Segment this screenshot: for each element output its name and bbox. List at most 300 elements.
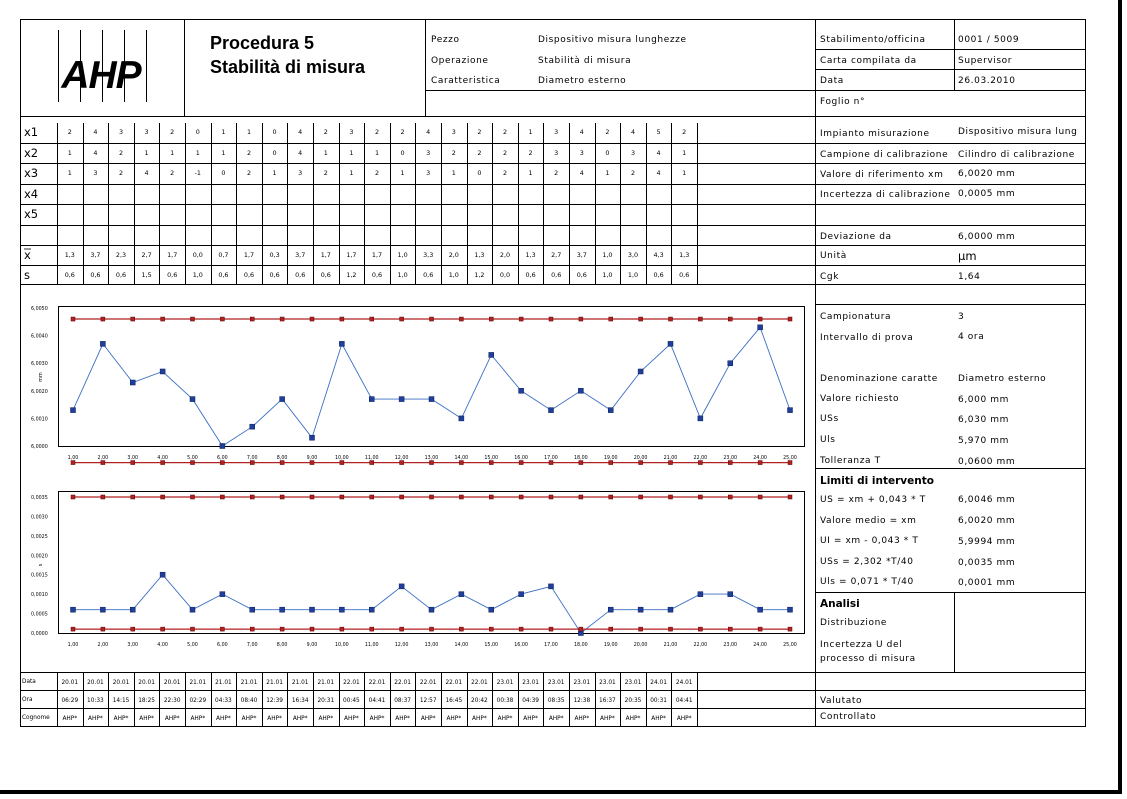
s-chart-y-tick-label: 0,0015 <box>31 573 48 579</box>
s-chart-limit-marker <box>340 627 344 631</box>
cell-xbar: 0,3 <box>269 251 280 259</box>
cell-x3: 2 <box>630 169 636 177</box>
cell-time: 12:38 <box>573 698 591 704</box>
cell-time: 04:41 <box>368 698 386 704</box>
cell-x1: 2 <box>605 128 610 136</box>
s-chart-limit-marker <box>549 495 553 499</box>
cell-x2: 0 <box>605 149 610 157</box>
incertezza-u-label2: processo di misura <box>820 654 916 664</box>
xbar-chart-data-point <box>71 408 76 413</box>
cell-xbar: 1,3 <box>525 251 536 259</box>
xbar-chart-limit-marker <box>310 317 314 321</box>
xbar-chart-x-tick-label: 16,00 <box>514 456 528 461</box>
cell-time: 00:45 <box>343 698 360 704</box>
s-chart-limit-marker <box>639 627 643 631</box>
s-chart-y-tick-label: 0,0005 <box>31 612 48 618</box>
cell-x1: 2 <box>502 128 508 136</box>
cell-x3: 4 <box>144 169 149 177</box>
xbar-chart-data-point <box>608 408 613 413</box>
cell-x2: 4 <box>298 149 303 157</box>
xbar-chart-data-point <box>130 380 135 385</box>
cell-xbar: 3,3 <box>423 251 434 259</box>
cell-x1: 2 <box>682 128 687 136</box>
s-chart-limit-marker <box>579 495 583 499</box>
cell-name: AHP* <box>190 716 206 722</box>
s-chart-x-tick-label: 13,00 <box>424 643 439 648</box>
cell-x3: 4 <box>579 169 584 177</box>
cell-name: AHP* <box>139 716 154 722</box>
xbar-chart-data-point <box>310 435 315 440</box>
cell-x2: 1 <box>682 149 687 157</box>
xbar-chart-limit-marker <box>489 461 493 465</box>
cell-date: 23.01 <box>573 680 591 686</box>
ahp-logo <box>60 54 142 97</box>
s-chart-x-tick-label: 22,00 <box>693 643 708 648</box>
s-chart-x-tick-label: 24,00 <box>753 643 767 648</box>
xbar-chart-limit-marker <box>758 317 762 321</box>
cell-x2: 4 <box>93 149 98 157</box>
cell-s: 1,0 <box>448 271 459 279</box>
cell-date: 21.01 <box>215 680 232 686</box>
xbar-chart-data-point <box>459 416 464 421</box>
cell-time: 22:30 <box>163 698 181 704</box>
stabilimento-value: 0001 / 5009 <box>958 35 1020 45</box>
carta-value: Supervisor <box>958 56 1013 66</box>
cgk-label: Cgk <box>820 272 840 282</box>
cell-time: 06:29 <box>61 698 79 704</box>
uss2-label: USs = 2,302 *T/40 <box>820 557 914 567</box>
cell-name: AHP* <box>472 716 487 722</box>
s-chart-limit-marker <box>669 495 673 499</box>
xbar-chart-limit-marker <box>340 317 344 321</box>
s-chart-limit-marker <box>728 627 732 631</box>
xbar-chart-limit-marker <box>609 461 613 465</box>
cell-s: 0,6 <box>320 271 331 279</box>
deviazione-label: Deviazione da <box>820 232 892 242</box>
xbar-chart-data-point <box>280 397 285 402</box>
xbar-chart-data-point <box>429 397 434 402</box>
s-chart-limit-marker <box>698 495 702 499</box>
cell-x2: 2 <box>528 149 533 157</box>
xbar-chart-limit-marker <box>519 317 523 321</box>
s-chart-limit-marker <box>609 627 613 631</box>
cell-date: 22.01 <box>394 680 411 686</box>
cell-x1: 2 <box>400 128 405 136</box>
cell-name: AHP* <box>497 716 513 722</box>
s-chart-limit-marker <box>758 627 762 631</box>
cell-s: 1,0 <box>192 271 203 279</box>
cell-s: 1,5 <box>141 271 152 279</box>
denominazione-value: Diametro esterno <box>958 374 1047 384</box>
cell-name: AHP* <box>292 716 308 722</box>
cell-xbar: 1,7 <box>371 251 383 259</box>
valore-medio-value: 6,0020 mm <box>958 516 1016 526</box>
cell-x3: 1 <box>67 169 72 177</box>
limiti-title: Limiti di intervento <box>820 475 934 487</box>
uls-label: Uls <box>820 435 836 445</box>
xbar-chart-data-point <box>519 388 524 393</box>
cell-time: 12:39 <box>266 698 283 704</box>
cell-name: AHP* <box>420 716 436 722</box>
s-chart-x-tick-label: 17,00 <box>544 643 558 648</box>
operazione-label: Operazione <box>431 56 489 66</box>
cell-s: 0,6 <box>423 271 434 279</box>
s-chart-data-point <box>519 592 524 597</box>
s-chart-limit-marker <box>131 627 135 631</box>
uss-label: USs <box>820 414 839 424</box>
cell-x2: 3 <box>554 149 559 157</box>
uls2-value: 0,0001 mm <box>958 578 1016 588</box>
s-chart-limit-marker <box>519 495 523 499</box>
xbar-chart-limit-marker <box>489 317 493 321</box>
xbar-chart-limit-marker <box>698 461 702 465</box>
xbar-chart-limit-marker <box>250 461 254 465</box>
cell-x3: 3 <box>298 169 303 177</box>
xbar-chart-limit-marker <box>250 317 254 321</box>
cell-name: AHP* <box>523 716 538 722</box>
cell-name: AHP* <box>241 716 257 722</box>
xbar-chart-x-tick-label: 15,00 <box>484 456 499 461</box>
s-chart-data-point <box>758 607 763 612</box>
cell-time: 00:38 <box>496 698 514 704</box>
cell-time: 12:57 <box>419 698 437 704</box>
cell-x3: 1 <box>272 169 277 177</box>
cell-x3: 4 <box>656 169 661 177</box>
cell-x1: 2 <box>67 128 72 136</box>
cell-xbar: 3,0 <box>627 251 639 259</box>
bottom-label-ora: Ora <box>22 697 33 703</box>
s-chart-limit-marker <box>698 627 702 631</box>
s-chart-data-point <box>280 607 285 612</box>
cell-s: 1,0 <box>627 271 639 279</box>
s-chart-x-tick-label: 8,00 <box>276 643 288 648</box>
xbar-chart-x-tick-label: 2,00 <box>97 456 109 461</box>
xbar-chart-limit-marker <box>430 461 434 465</box>
xbar-chart-limit-marker <box>698 317 702 321</box>
row-label-x4: x4 <box>24 187 39 201</box>
unita-label: Unità <box>820 251 847 261</box>
xbar-chart-x-tick-label: 5,00 <box>187 456 198 461</box>
uls-value: 5,970 mm <box>958 436 1009 446</box>
xbar-chart-limit-marker <box>788 317 792 321</box>
s-chart-data-point <box>100 607 105 612</box>
xbar-chart-x-tick-label: 19,00 <box>603 456 618 461</box>
cell-s: 0,6 <box>371 271 383 279</box>
cell-x2: 2 <box>477 149 482 157</box>
cell-name: AHP* <box>318 716 334 722</box>
cell-date: 21.01 <box>266 680 283 686</box>
s-chart-data-point <box>459 592 464 597</box>
s-chart-x-tick-label: 2,00 <box>97 643 109 648</box>
cell-x2: 2 <box>451 149 456 157</box>
cell-name: AHP* <box>216 716 231 722</box>
xbar-chart-data-point <box>549 408 554 413</box>
cell-x1: 3 <box>144 128 149 136</box>
s-chart-limit-marker <box>161 627 165 631</box>
xbar-chart-limit-marker <box>549 317 553 321</box>
xbar-chart-limit-marker <box>459 461 463 465</box>
cell-s: 0,6 <box>64 271 75 279</box>
cell-x2: 1 <box>374 149 380 157</box>
cell-x3: 1 <box>451 169 456 177</box>
xbar-chart-x-tick-label: 1,00 <box>67 456 79 461</box>
cell-x3: 1 <box>605 169 610 177</box>
xbar-chart-data-point <box>160 369 165 374</box>
cell-s: 1,2 <box>474 271 485 279</box>
cell-x1: 3 <box>118 128 124 136</box>
cell-s: 1,0 <box>397 271 408 279</box>
xbar-chart-limit-marker <box>131 461 135 465</box>
title-line1: Procedura 5 <box>210 33 315 53</box>
valore-rif-label: Valore di riferimento xm <box>820 170 944 180</box>
cell-x2: 1 <box>323 149 328 157</box>
incertezza-value: 0,0005 mm <box>958 189 1016 199</box>
xbar-chart-y-axis-label: mm <box>39 372 44 382</box>
s-chart-y-tick-label: 0,0000 <box>31 632 48 637</box>
cell-x2: 2 <box>118 149 124 157</box>
s-chart-limit-marker <box>579 627 583 631</box>
cell-x3: 0 <box>221 169 226 177</box>
cell-name: AHP* <box>88 716 103 722</box>
s-chart-y-tick-label: 0,0010 <box>31 593 48 599</box>
xbar-chart-limit-marker <box>220 317 224 321</box>
tolleranza-value: 0,0600 mm <box>958 457 1016 467</box>
xbar-chart-limit-marker <box>340 461 344 465</box>
xbar-chart-x-tick-label: 4,00 <box>157 456 168 461</box>
cell-xbar: 2,0 <box>448 251 459 259</box>
xbar-chart-limit-marker <box>161 461 165 465</box>
cell-x1: 0 <box>195 128 200 136</box>
s-chart-x-tick-label: 9,00 <box>306 643 318 648</box>
xbar-chart-data-point <box>698 416 703 421</box>
campione-value: Cilindro di calibrazione <box>958 150 1075 160</box>
s-chart-limit-marker <box>430 627 434 631</box>
cell-date: 23.01 <box>599 680 616 686</box>
s-chart-limit-marker <box>220 627 224 631</box>
s-chart-x-tick-label: 20,00 <box>633 643 648 648</box>
xbar-chart-data-point <box>788 408 793 413</box>
incertezza-u-label1: Incertezza U del <box>820 640 903 650</box>
cell-xbar: 1,0 <box>397 251 408 259</box>
cell-xbar: 1,7 <box>243 251 255 259</box>
cell-s: 0,0 <box>499 271 511 279</box>
foglio-label: Foglio n° <box>820 97 866 107</box>
cell-x2: 3 <box>426 149 431 157</box>
title-line2: Stabilità di misura <box>210 57 366 77</box>
cell-time: 04:41 <box>675 698 693 704</box>
row-label-x1: x1 <box>24 125 39 139</box>
cell-x3: 1 <box>528 169 533 177</box>
impianto-value: Dispositivo misura lung <box>958 127 1078 137</box>
xbar-chart-limit-marker <box>101 461 105 465</box>
cell-x3: -1 <box>194 169 201 177</box>
xbar-chart-y-tick-label: 6,0000 <box>31 445 48 450</box>
valore-medio-label: Valore medio = xm <box>820 516 917 526</box>
cell-x3: 0 <box>477 169 482 177</box>
xbar-chart-limit-marker <box>370 317 374 321</box>
cell-name: AHP* <box>369 716 385 722</box>
xbar-chart-x-tick-label: 18,00 <box>574 456 588 461</box>
s-chart-limit-marker <box>400 495 404 499</box>
xbar-chart-x-tick-label: 13,00 <box>424 456 439 461</box>
cell-date: 23.01 <box>496 680 514 686</box>
xbar-chart-data-point <box>638 369 643 374</box>
s-chart-limit-marker <box>340 495 344 499</box>
cell-x1: 3 <box>451 128 456 136</box>
s-chart-data-point <box>668 607 673 612</box>
s-chart-limit-marker <box>131 495 135 499</box>
carta-label: Carta compilata da <box>820 56 917 66</box>
xbar-chart-x-tick-label: 6,00 <box>217 456 228 461</box>
cell-name: AHP* <box>574 716 590 722</box>
xbar-chart-data-point <box>489 352 494 357</box>
cell-x3: 2 <box>502 169 508 177</box>
s-chart-y-tick-label: 0,0030 <box>31 515 48 521</box>
analisi-title: Analisi <box>820 598 860 610</box>
valore-richiesto-value: 6,000 mm <box>958 395 1009 405</box>
xbar-chart-data-point <box>339 341 344 346</box>
intervallo-value: 4 ora <box>958 332 985 342</box>
cell-xbar: 3,7 <box>576 251 587 259</box>
s-chart-limit-marker <box>310 495 314 499</box>
xbar-chart-limit-marker <box>579 317 583 321</box>
denominazione-label: Denominazione caratte <box>820 374 938 384</box>
cell-date: 21.01 <box>189 680 207 686</box>
cell-date: 22.01 <box>445 680 463 686</box>
valore-richiesto-label: Valore richiesto <box>820 394 900 404</box>
cell-name: AHP* <box>62 716 78 722</box>
cell-x1: 3 <box>349 128 354 136</box>
cell-x1: 1 <box>528 128 533 136</box>
cell-time: 20:35 <box>624 698 642 704</box>
logo-text: AHP <box>61 54 141 97</box>
xbar-chart-limit-marker <box>71 461 75 465</box>
uls2-label: Uls = 0,071 * T/40 <box>820 577 914 587</box>
unita-value: µm <box>958 249 977 263</box>
xbar-chart-data-point <box>190 397 195 402</box>
cell-date: 24.01 <box>650 680 667 686</box>
s-chart-data-point <box>489 607 494 612</box>
caratteristica-value: Diametro esterno <box>538 76 627 86</box>
cell-time: 14:15 <box>112 698 130 704</box>
cell-name: AHP* <box>267 716 282 722</box>
xbar-chart-y-tick-label: 6,0030 <box>31 362 48 368</box>
s-chart-limit-marker <box>489 627 493 631</box>
cell-time: 10:33 <box>87 698 104 704</box>
cell-time: 08:37 <box>394 698 411 704</box>
s-chart-data-point <box>190 607 195 612</box>
xbar-chart-x-tick-label: 14,00 <box>454 456 469 461</box>
cell-x3: 1 <box>400 169 405 177</box>
xbar-chart-data-point <box>100 341 105 346</box>
cell-date: 22.01 <box>368 680 386 686</box>
cell-x3: 2 <box>323 169 328 177</box>
cell-xbar: 4,3 <box>653 251 664 259</box>
xbar-chart-x-tick-label: 11,00 <box>364 456 379 461</box>
xbar-chart-data-point <box>728 361 733 366</box>
cell-x2: 3 <box>630 149 636 157</box>
cell-date: 23.01 <box>547 680 565 686</box>
s-chart-y-tick-label: 0,0035 <box>31 496 48 501</box>
cell-x3: 1 <box>349 169 354 177</box>
cell-time: 00:31 <box>650 698 667 704</box>
s-chart-data-point <box>399 584 404 589</box>
campionatura-value: 3 <box>958 312 965 322</box>
cell-xbar: 1,3 <box>64 251 75 259</box>
xbar-chart-x-tick-label: 7,00 <box>246 456 258 461</box>
bottom-label-cognome: Cognome <box>22 715 50 721</box>
xbar-chart-data-point <box>578 388 583 393</box>
cell-s: 0,6 <box>295 271 306 279</box>
s-chart <box>31 492 805 649</box>
s-chart-data-point <box>788 607 793 612</box>
s-chart-limit-marker <box>549 627 553 631</box>
cell-x2: 1 <box>170 149 175 157</box>
cell-name: AHP* <box>625 716 641 722</box>
row-label-s: s <box>24 268 30 282</box>
cell-date: 20.01 <box>112 680 130 686</box>
cell-time: 18:25 <box>138 698 155 704</box>
xbar-chart-x-tick-label: 25,00 <box>783 456 797 461</box>
cell-time: 16:34 <box>291 698 309 704</box>
xbar-chart-limit-marker <box>669 317 673 321</box>
cell-x2: 1 <box>221 149 226 157</box>
cell-date: 23.01 <box>522 680 539 686</box>
s-chart-data-point <box>638 607 643 612</box>
cell-x1: 0 <box>272 128 277 136</box>
xbar-chart-x-tick-label: 17,00 <box>544 456 558 461</box>
data-value: 26.03.2010 <box>958 76 1016 86</box>
s-chart-x-tick-label: 23,00 <box>723 643 738 648</box>
xbar-chart-limit-marker <box>639 461 643 465</box>
s-chart-x-tick-label: 10,00 <box>335 643 349 648</box>
cell-x1: 5 <box>656 128 661 136</box>
cell-time: 20:42 <box>471 698 488 704</box>
xbar-chart-data-point <box>250 424 255 429</box>
s-chart-data-point <box>608 607 613 612</box>
s-chart-limit-marker <box>101 627 105 631</box>
xbar-chart-limit-marker <box>280 461 284 465</box>
xbar-chart-data-point <box>220 444 225 449</box>
cell-xbar: 1,7 <box>167 251 178 259</box>
s-chart-data-point <box>728 592 733 597</box>
cell-xbar: 1,7 <box>346 251 357 259</box>
s-chart-limit-marker <box>669 627 673 631</box>
xbar-chart-limit-marker <box>519 461 523 465</box>
cell-x3: 3 <box>93 169 98 177</box>
s-chart-limit-marker <box>101 495 105 499</box>
xbar-chart <box>31 306 805 465</box>
cell-xbar: 0,0 <box>192 251 203 259</box>
operazione-value: Stabilità di misura <box>538 56 632 66</box>
s-chart-x-tick-label: 6,00 <box>217 643 228 648</box>
cell-x2: 2 <box>246 149 252 157</box>
cell-s: 1,2 <box>346 271 357 279</box>
right-panel <box>819 127 1077 722</box>
cell-date: 22.01 <box>343 680 360 686</box>
xbar-chart-limit-marker <box>220 461 224 465</box>
row-labels <box>24 125 38 282</box>
cell-x3: 2 <box>554 169 559 177</box>
cell-s: 0,6 <box>551 271 562 279</box>
deviazione-value: 6,0000 mm <box>958 232 1016 242</box>
xbar-chart-x-tick-label: 24,00 <box>753 456 767 461</box>
xbar-chart-limit-marker <box>191 461 195 465</box>
s-chart-limit-marker <box>191 495 195 499</box>
xbar-chart-limit-marker <box>280 317 284 321</box>
s-chart-limit-marker <box>280 495 284 499</box>
s-chart-x-tick-label: 25,00 <box>783 643 797 648</box>
